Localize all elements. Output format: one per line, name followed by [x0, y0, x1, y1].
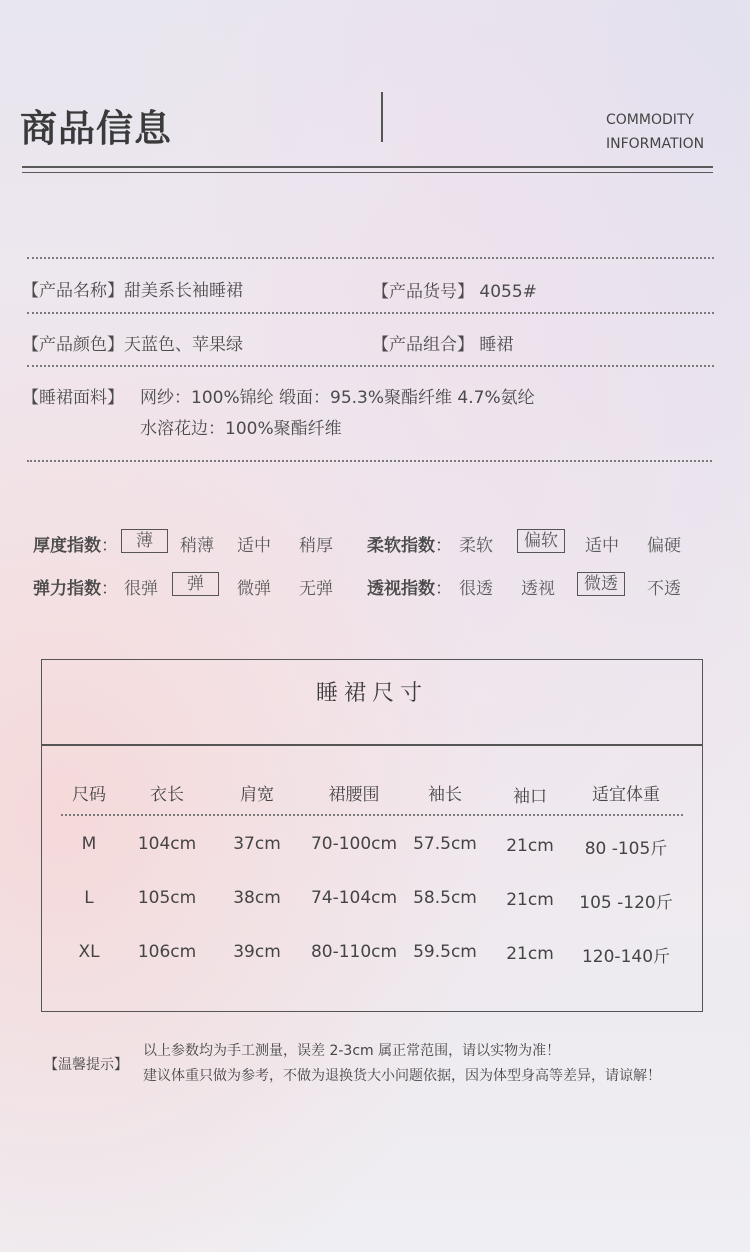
- softness-option-hard: 偏硬: [647, 536, 681, 556]
- table-header-weight: 适宜体重: [592, 785, 660, 805]
- table-dotted-divider: [61, 814, 683, 816]
- table-cell: 59.5cm: [413, 942, 477, 962]
- dotted-divider: [27, 365, 714, 367]
- product-sku-label: 【产品货号】: [372, 282, 474, 302]
- thickness-option-slightly-thick: 稍厚: [299, 536, 333, 556]
- table-header-shoulder: 肩宽: [240, 785, 274, 805]
- dotted-divider: [27, 257, 714, 259]
- table-cell: 37cm: [233, 834, 281, 854]
- dotted-divider: [27, 460, 712, 462]
- notes-line-2: 建议体重只做为参考，不做为退换货大小问题依据，因为体型身高等差异，请谅解！: [143, 1068, 661, 1084]
- table-cell: 21cm: [506, 944, 554, 964]
- softness-index-label: 柔软指数: [367, 536, 435, 556]
- thickness-option-thin: 薄: [121, 529, 168, 553]
- table-cell: 38cm: [233, 888, 281, 908]
- product-color: [22, 330, 243, 355]
- english-title-line1: COMMODITY: [606, 112, 694, 128]
- softness-option-softish: 偏软: [517, 529, 565, 553]
- table-cell: 74-104cm: [310, 888, 398, 908]
- fabric-label: 【睡裙面料】: [22, 388, 124, 408]
- header-rule-thin: [22, 172, 713, 173]
- product-combo: [372, 330, 513, 355]
- table-cell: XL: [78, 942, 100, 962]
- notes-line-1: 以上参数均为手工测量，误差 2-3cm 属正常范围，请以实物为准！: [143, 1043, 561, 1059]
- fabric-line-1: 网纱：100%锦纶 缎面：95.3%聚酯纤维 4.7%氨纶: [140, 388, 535, 408]
- header-rule-thick: [22, 166, 713, 168]
- transparency-index: 透视指数：: [367, 579, 452, 599]
- page-title: 商品信息: [20, 107, 172, 150]
- elasticity-index: 弹力指数：: [33, 579, 118, 599]
- table-cell: 57.5cm: [413, 834, 477, 854]
- table-cell: 120-140斤: [581, 947, 671, 967]
- transparency-option-see-through: 透视: [521, 579, 555, 599]
- elasticity-option-slight: 微弹: [237, 579, 271, 599]
- table-header-cuff: 袖口: [513, 787, 547, 807]
- table-cell: 80 -105斤: [584, 839, 668, 859]
- product-name: [22, 276, 243, 301]
- product-color-label: 【产品颜色】: [22, 335, 124, 355]
- thickness-option-medium: 适中: [237, 536, 271, 556]
- table-cell: 21cm: [506, 836, 554, 856]
- fabric-line-2: 水溶花边：100%聚酯纤维: [140, 419, 342, 439]
- english-title: [606, 108, 704, 156]
- product-sku-value: 4055#: [479, 282, 537, 302]
- transparency-option-very: 很透: [459, 579, 493, 599]
- thickness-option-slightly-thin: 稍薄: [180, 536, 214, 556]
- table-cell: M: [81, 834, 97, 854]
- softness-option-soft: 柔软: [459, 536, 493, 556]
- english-title-line2: INFORMATION: [606, 136, 705, 152]
- product-color-value: 天蓝色、苹果绿: [124, 335, 243, 355]
- table-cell: 80-110cm: [310, 942, 398, 962]
- elasticity-option-very: 很弹: [124, 579, 158, 599]
- transparency-index-label: 透视指数: [367, 579, 435, 599]
- elasticity-index-label: 弹力指数: [33, 579, 101, 599]
- table-cell: 58.5cm: [413, 888, 477, 908]
- product-name-label: 【产品名称】: [22, 281, 124, 301]
- thickness-index-label: 厚度指数: [33, 536, 101, 556]
- size-table-title: 睡裙尺寸: [315, 681, 428, 706]
- table-header-waist: 裙腰围: [328, 785, 380, 805]
- product-sku: [372, 277, 537, 302]
- table-cell: 105cm: [137, 888, 197, 908]
- size-table-title-divider: [41, 744, 703, 746]
- product-combo-label: 【产品组合】: [372, 335, 474, 355]
- table-cell: 21cm: [506, 890, 554, 910]
- product-name-value: 甜美系长袖睡裙: [124, 281, 243, 301]
- softness-index: 柔软指数：: [367, 536, 452, 556]
- table-cell: L: [84, 888, 94, 908]
- header-divider: [381, 92, 383, 142]
- elasticity-option-none: 无弹: [299, 579, 333, 599]
- thickness-index: 厚度指数：: [33, 536, 118, 556]
- transparency-option-slight: 微透: [577, 572, 625, 596]
- softness-option-medium: 适中: [585, 536, 619, 556]
- table-cell: 104cm: [137, 834, 197, 854]
- table-cell: 70-100cm: [310, 834, 398, 854]
- dotted-divider: [27, 312, 714, 314]
- elasticity-option-elastic: 弹: [172, 572, 219, 596]
- table-header-size: 尺码: [72, 785, 106, 805]
- table-cell: 106cm: [137, 942, 197, 962]
- table-header-length: 衣长: [150, 785, 184, 805]
- transparency-option-opaque: 不透: [647, 579, 681, 599]
- table-cell: 39cm: [233, 942, 281, 962]
- notes-label: 【温馨提示】: [44, 1057, 128, 1073]
- table-header-sleeve: 袖长: [428, 785, 462, 805]
- product-combo-value: 睡裙: [479, 335, 514, 355]
- table-cell: 105 -120斤: [579, 893, 673, 913]
